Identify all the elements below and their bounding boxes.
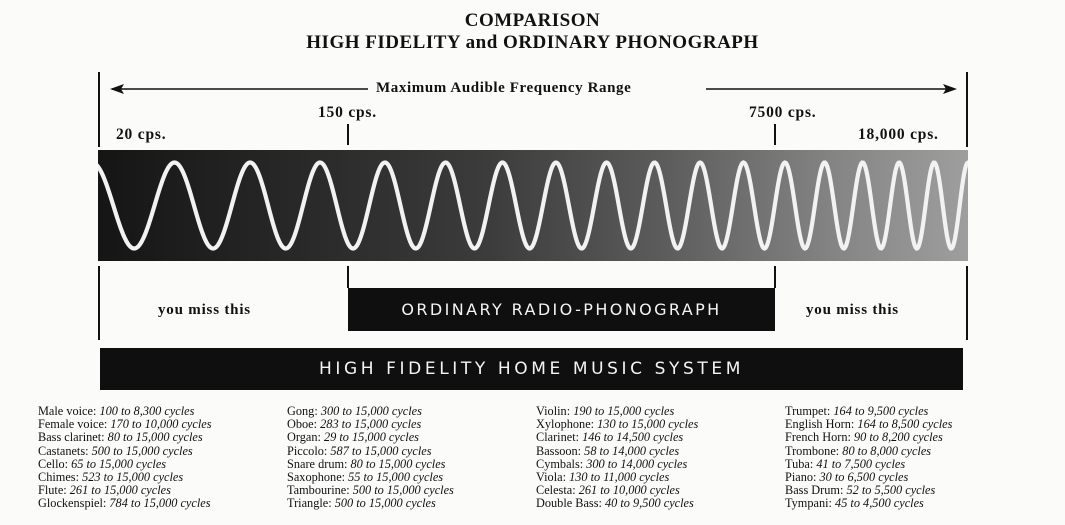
range-label: Maximum Audible Frequency Range xyxy=(376,80,632,96)
marker-mid-low: 150 cps. xyxy=(318,104,377,121)
instrument-range: 170 to 10,000 cycles xyxy=(110,417,212,432)
instrument-range: 90 to 8,200 cycles xyxy=(854,430,943,445)
instrument-name: Trombone: xyxy=(785,443,840,458)
instrument-range: 52 to 5,500 cycles xyxy=(846,483,936,498)
instrument-name: Violin: xyxy=(536,404,571,418)
right-boundary-line xyxy=(966,72,968,147)
instrument-range: 500 to 15,000 cycles xyxy=(334,496,436,511)
instrument-name: Male voice: xyxy=(38,404,97,418)
instrument-name: Celesta: xyxy=(536,483,576,498)
instrument-row xyxy=(287,497,454,510)
instrument-range: 80 to 15,000 cycles xyxy=(350,456,446,471)
left-boundary-line xyxy=(98,72,100,147)
instrument-range: 45 to 4,500 cycles xyxy=(835,496,924,511)
instrument-range: 300 to 15,000 cycles xyxy=(320,404,422,418)
instrument-range: 130 to 11,000 cycles xyxy=(569,470,670,485)
ordinary-phonograph-label: ORDINARY RADIO-PHONOGRAPH xyxy=(401,300,722,319)
instrument-range: 164 to 8,500 cycles xyxy=(857,417,953,432)
right-lower-boundary-line xyxy=(966,266,968,340)
instrument-column-1 xyxy=(38,405,212,511)
instrument-name: Flute: xyxy=(38,483,67,498)
instrument-name: Chimes: xyxy=(38,470,79,485)
instrument-name: Gong: xyxy=(287,404,318,418)
instrument-range: 261 to 15,000 cycles xyxy=(69,483,171,498)
marker-low: 20 cps. xyxy=(116,126,167,143)
instrument-range: 29 to 15,000 cycles xyxy=(324,430,419,445)
instrument-range: 65 to 15,000 cycles xyxy=(71,456,167,471)
instrument-name: Castanets: xyxy=(38,443,89,458)
marker-mid-high: 7500 cps. xyxy=(749,104,817,121)
instrument-range: 587 to 15,000 cycles xyxy=(330,443,432,458)
instrument-column-4 xyxy=(785,405,952,511)
instrument-name: Cello: xyxy=(38,456,69,471)
instrument-name: Bassoon: xyxy=(536,443,582,458)
instrument-range: 500 to 15,000 cycles xyxy=(91,443,193,458)
sine-wave xyxy=(98,163,968,249)
title-line-1: COMPARISON xyxy=(464,10,601,31)
instrument-range: 164 to 9,500 cycles xyxy=(833,404,929,418)
instrument-name: Cymbals: xyxy=(536,456,584,471)
instrument-range: 55 to 15,000 cycles xyxy=(348,470,444,485)
instrument-name: English Horn: xyxy=(785,417,855,432)
instrument-name: Saxophone: xyxy=(287,470,346,485)
marker-high: 18,000 cps. xyxy=(858,126,939,143)
instrument-name: Bass Drum: xyxy=(785,483,844,498)
marker-mid-high-tick xyxy=(774,124,776,145)
instrument-range: 30 to 6,500 cycles xyxy=(819,470,909,485)
instrument-row xyxy=(38,497,212,510)
instrument-range: 100 to 8,300 cycles xyxy=(99,404,195,418)
instrument-name: Trumpet: xyxy=(785,404,831,418)
left-lower-boundary-line xyxy=(98,266,100,340)
title-line-2: HIGH FIDELITY and ORDINARY PHONOGRAPH xyxy=(306,32,759,53)
ordinary-phonograph-range-bar xyxy=(348,288,775,331)
instrument-name: Clarinet: xyxy=(536,430,580,445)
instrument-range: 300 to 14,000 cycles xyxy=(586,456,688,471)
instrument-name: Piccolo: xyxy=(287,443,328,458)
marker-mid-low-tick xyxy=(347,124,349,145)
miss-label-right: you miss this xyxy=(806,302,899,318)
instrument-column-2 xyxy=(287,405,454,511)
instrument-range: 784 to 15,000 cycles xyxy=(109,496,211,511)
ordinary-left-tick xyxy=(347,266,349,288)
sine-wave-graphic xyxy=(98,150,968,261)
instrument-range: 146 to 14,500 cycles xyxy=(582,430,684,445)
ordinary-right-tick xyxy=(774,266,776,288)
instrument-name: Bass clarinet: xyxy=(38,430,105,445)
instrument-range: 58 to 14,000 cycles xyxy=(584,443,680,458)
left-arrow xyxy=(110,84,368,94)
high-fidelity-label: HIGH FIDELITY HOME MUSIC SYSTEM xyxy=(319,359,744,379)
instrument-name: Oboe: xyxy=(287,417,318,432)
instrument-name: Glockenspiel: xyxy=(38,496,107,511)
instrument-name: Piano: xyxy=(785,470,817,485)
instrument-row xyxy=(785,497,952,510)
instrument-range: 41 to 7,500 cycles xyxy=(816,456,906,471)
instrument-range: 283 to 15,000 cycles xyxy=(320,417,422,432)
instrument-range: 500 to 15,000 cycles xyxy=(352,483,454,498)
instrument-name: Snare drum: xyxy=(287,456,348,471)
instrument-range: 80 to 15,000 cycles xyxy=(107,430,203,445)
instrument-row xyxy=(536,497,698,510)
instrument-name: Tambourine: xyxy=(287,483,350,498)
instrument-name: Xylophone: xyxy=(536,417,595,432)
instrument-range: 130 to 15,000 cycles xyxy=(597,417,699,432)
instrument-name: Triangle: xyxy=(287,496,332,511)
instrument-name: Tuba: xyxy=(785,456,814,471)
instrument-name: French Horn: xyxy=(785,430,851,445)
instrument-name: Double Bass: xyxy=(536,496,602,511)
instrument-name: Organ: xyxy=(287,430,321,445)
instrument-range: 40 to 9,500 cycles xyxy=(605,496,694,511)
instrument-range: 261 to 10,000 cycles xyxy=(578,483,680,498)
instrument-range: 190 to 15,000 cycles xyxy=(573,404,675,418)
instrument-name: Viola: xyxy=(536,470,566,485)
instrument-name: Female voice: xyxy=(38,417,108,432)
frequency-wave-band xyxy=(98,150,968,261)
instrument-range: 80 to 8,000 cycles xyxy=(842,443,932,458)
miss-label-left: you miss this xyxy=(158,302,251,318)
right-arrow xyxy=(706,84,957,94)
instrument-range: 523 to 15,000 cycles xyxy=(82,470,184,485)
instrument-column-3 xyxy=(536,405,698,511)
instrument-name: Tympani: xyxy=(785,496,832,511)
high-fidelity-range-bar xyxy=(100,348,963,390)
